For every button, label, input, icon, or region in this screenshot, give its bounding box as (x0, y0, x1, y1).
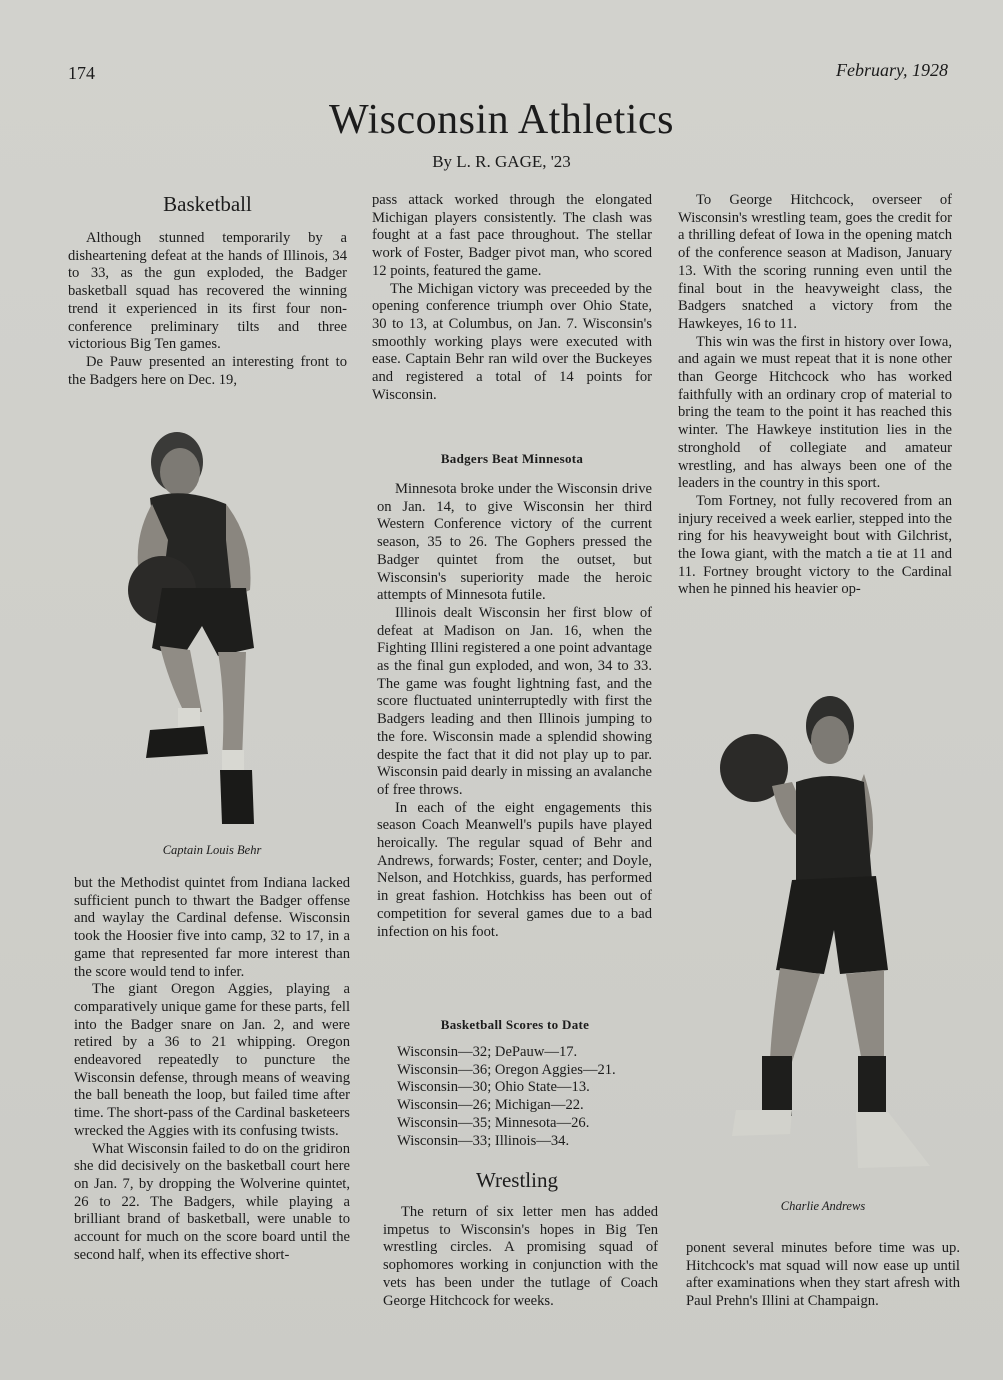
col1-bottom-text (74, 875, 350, 1264)
page-number: 174 (68, 63, 95, 83)
col3-top-text (678, 192, 952, 599)
captain-louis-behr-photo (122, 420, 282, 830)
paragraph: To George Hitchcock, overseer of Wisconsin's wrestling team, goes the credit for a thrilling defeat of Iowa in the opening match of the conference season at Madison, January 13. With the scoring running even until the final bout in the heavyweight class, the Badgers snatched a victory from the Hawkeyes, 16 to 11. (678, 192, 952, 332)
photo-caption-andrews: Charlie Andrews (780, 1199, 866, 1213)
col1-top-text (68, 230, 347, 389)
paragraph: Although stunned temporarily by a disheartening defeat at the hands of Illinois, 34 to 33, as the gun exploded, the Badger basketball squad has recovered the winning trend it experienced in its first four non-conference preliminary tilts and three victorious Big Ten games. (68, 230, 347, 353)
paragraph: What Wisconsin failed to do on the gridiron she did decisively on the basketball court here on Jan. 7, by dropping the Wolverine quintet, 26 to 22. The Badgers, while playing a brilliant brand of basketball, were unable to account for much on the score board until the second half, when its effective short- (74, 1140, 350, 1263)
paragraph: pass attack worked through the elongated Michigan players consistently. The clash was fought at a fast pace throughout. The stellar work of Foster, Badger pivot man, who scored 12 points, featured the game. (372, 192, 652, 279)
charlie-andrews-photo (712, 690, 944, 1188)
paragraph: De Pauw presented an interesting front to the Badgers here on Dec. 19, (68, 353, 347, 388)
score-line: Wisconsin—36; Oregon Aggies—21. (397, 1061, 616, 1078)
photo-caption-behr: Captain Louis Behr (162, 843, 262, 857)
col3-bottom-text (686, 1240, 960, 1311)
col2-middle-text (377, 481, 652, 941)
paragraph: but the Methodist quintet from Indiana lacked sufficient punch to thwart the Badger offense and waylay the Cardinal defense. Wisconsin took the Hoosier five into camp, 32 to 17, in a game that represented far more interest than the score would tend to infer. (74, 875, 350, 980)
paragraph: Illinois dealt Wisconsin her first blow of defeat at Madison on Jan. 16, when the Fighting Illini registered a one point advantage as the final gun exploded, and won, 34 to 33. The game was fought lightning fast, and the score fluctuated uninterruptedly with first the Badgers leading and then Illinois jumping to the fore. Wisconsin made a splendid showing despite the fact that it did not play up to par. Wisconsin paid dearly in missing an avalanche of free throws. (377, 604, 652, 798)
article-byline: By L. R. GAGE, '23 (432, 152, 571, 171)
article-title: Wisconsin Athletics (329, 97, 674, 143)
section-heading-wrestling: Wrestling (476, 1168, 558, 1192)
subheading-scores-to-date: Basketball Scores to Date (440, 1017, 590, 1032)
paragraph: Minnesota broke under the Wisconsin drive on Jan. 14, to give Wisconsin her third Western Conference victory of the current season, 35 to 26. The Gophers pressed the Badger quintet from the outset, but Wisconsin's superiority made the heroic attempts of Minnesota futile. (377, 481, 652, 604)
paragraph: The return of six letter men has added impetus to Wisconsin's hopes in Big Ten wrestling circles. A promising squad of sophomores working in conjunction with the vets has been under the tutlage of Coach George Hitchcock for weeks. (383, 1204, 658, 1309)
score-line: Wisconsin—35; Minnesota—26. (397, 1114, 590, 1131)
subheading-badgers-beat-minnesota: Badgers Beat Minnesota (440, 451, 584, 466)
paragraph: In each of the eight engagements this season Coach Meanwell's pupils have played heroically. The regular squad of Behr and Andrews, forwards; Foster, center; and Doyle, Nelson, and Hotchkiss, guards, has performed in great fashion. Hotchkiss has been out of competition for several games due to a bad infection on his foot. (377, 799, 652, 940)
paragraph: The Michigan victory was preceeded by the opening conference triumph over Ohio State, 30 to 13, at Columbus, on Jan. 7. Wisconsin's smoothly working plays were executed with ease. Captain Behr ran wild over the Buckeyes and registered a total of 14 points for Wisconsin. (372, 280, 652, 403)
scores-list (397, 1044, 657, 1150)
paragraph: ponent several minutes before time was up. Hitchcock's mat squad will now ease up until after examinations when they start afresh with Paul Prehn's Illini at Champaign. (686, 1240, 960, 1310)
score-line: Wisconsin—30; Ohio State—13. (397, 1079, 590, 1096)
score-line: Wisconsin—26; Michigan—22. (397, 1097, 584, 1114)
col2-bottom-text (383, 1204, 658, 1310)
paragraph: The giant Oregon Aggies, playing a comparatively unique game for these parts, fell into the Badger snare on Jan. 2, and were retired by a 36 to 21 whipping. Oregon endeavored repeatedly to puncture the Wisconsin defense, through means of weaving the ball beneath the loop, but failed time after time. The short-pass of the Cardinal basketeers wrecked the Aggies with its confusing twists. (74, 981, 350, 1139)
issue-date: February, 1928 (836, 60, 948, 80)
score-line: Wisconsin—33; Illinois—34. (397, 1132, 570, 1149)
paragraph: Tom Fortney, not fully recovered from an injury received a week earlier, stepped into the ring for his heavyweight bout with Gilchrist, the Iowa giant, with the match a tie at 11 and 11. Fortney brought victory to the Cardinal when he pinned his heavier op- (678, 492, 952, 598)
paragraph: This win was the first in history over Iowa, and again we must repeat that it is none other than George Hitchcock who has worked faithfully with an ordinary crop of material to bring the team to the point it has reached this winter. The Hawkeye institution lies in the stronghold of collegiate and amateur wrestling, and has always been one of the leaders in the country in this sport. (678, 333, 952, 492)
section-heading-basketball: Basketball (163, 192, 252, 216)
score-line: Wisconsin—32; DePauw—17. (397, 1044, 578, 1060)
col2-top-text (372, 192, 652, 404)
